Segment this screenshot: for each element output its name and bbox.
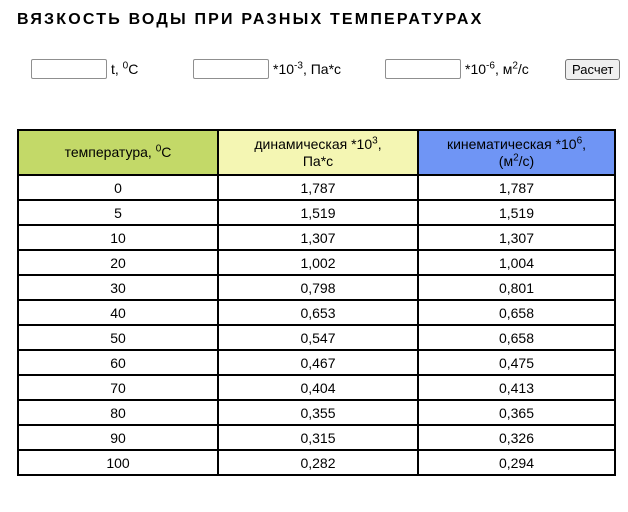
header-dynamic-viscosity: динамическая $*10^3$, Па*с xyxy=(218,130,418,175)
cell-kinematic: 1,787 xyxy=(418,175,615,200)
cell-temperature: 5 xyxy=(18,200,218,225)
table-row xyxy=(18,450,615,475)
cell-kinematic: 0,294 xyxy=(418,450,615,475)
cell-kinematic: 0,475 xyxy=(418,350,615,375)
cell-dynamic: 0,315 xyxy=(218,425,418,450)
cell-temperature: 40 xyxy=(18,300,218,325)
cell-kinematic: 0,658 xyxy=(418,325,615,350)
table-row xyxy=(18,350,615,375)
header-kinematic-viscosity: кинематическая $*10^6$, $(м^2/с)$ xyxy=(418,130,615,175)
cell-dynamic: 0,404 xyxy=(218,375,418,400)
table-row xyxy=(18,325,615,350)
cell-temperature: 70 xyxy=(18,375,218,400)
cell-kinematic: 0,801 xyxy=(418,275,615,300)
cell-dynamic: 0,798 xyxy=(218,275,418,300)
calculate-button[interactable]: Расчет xyxy=(565,59,620,80)
cell-temperature: 10 xyxy=(18,225,218,250)
table-row xyxy=(18,275,615,300)
table-row xyxy=(18,375,615,400)
cell-temperature: 60 xyxy=(18,350,218,375)
table-row xyxy=(18,200,615,225)
calculator-row xyxy=(0,58,628,84)
cell-temperature: 100 xyxy=(18,450,218,475)
table-row xyxy=(18,400,615,425)
kinematic-viscosity-unit-label: $*10^{-6}$, $м^2/с$ xyxy=(465,60,529,77)
cell-kinematic: 0,365 xyxy=(418,400,615,425)
table-header-row xyxy=(18,130,615,175)
cell-dynamic: 0,467 xyxy=(218,350,418,375)
table-row xyxy=(18,300,615,325)
cell-dynamic: 1,307 xyxy=(218,225,418,250)
table-row xyxy=(18,225,615,250)
cell-dynamic: 1,002 xyxy=(218,250,418,275)
table-row xyxy=(18,175,615,200)
cell-dynamic: 0,282 xyxy=(218,450,418,475)
cell-kinematic: 0,413 xyxy=(418,375,615,400)
temperature-input[interactable] xyxy=(31,59,107,79)
viscosity-table xyxy=(17,129,616,476)
table-row xyxy=(18,425,615,450)
table-row xyxy=(18,250,615,275)
cell-dynamic: 0,547 xyxy=(218,325,418,350)
cell-kinematic: 0,658 xyxy=(418,300,615,325)
cell-dynamic: 0,355 xyxy=(218,400,418,425)
cell-dynamic: 1,519 xyxy=(218,200,418,225)
dynamic-viscosity-unit-label: $*10^{-3}$, Па*с xyxy=(273,60,342,77)
cell-temperature: 0 xyxy=(18,175,218,200)
cell-kinematic: 1,519 xyxy=(418,200,615,225)
cell-dynamic: 0,653 xyxy=(218,300,418,325)
cell-kinematic: 0,326 xyxy=(418,425,615,450)
header-temperature: температура, $^0$C xyxy=(18,130,218,175)
cell-temperature: 90 xyxy=(18,425,218,450)
page-title: ВЯЗКОСТЬ ВОДЫ ПРИ РАЗНЫХ ТЕМПЕРАТУРАХ xyxy=(17,11,484,28)
cell-temperature: 50 xyxy=(18,325,218,350)
kinematic-viscosity-input[interactable] xyxy=(385,59,461,79)
cell-temperature: 30 xyxy=(18,275,218,300)
dynamic-viscosity-input[interactable] xyxy=(193,59,269,79)
cell-dynamic: 1,787 xyxy=(218,175,418,200)
cell-temperature: 80 xyxy=(18,400,218,425)
temperature-unit-label: t, $^0$C xyxy=(111,60,139,77)
cell-temperature: 20 xyxy=(18,250,218,275)
cell-kinematic: 1,004 xyxy=(418,250,615,275)
cell-kinematic: 1,307 xyxy=(418,225,615,250)
